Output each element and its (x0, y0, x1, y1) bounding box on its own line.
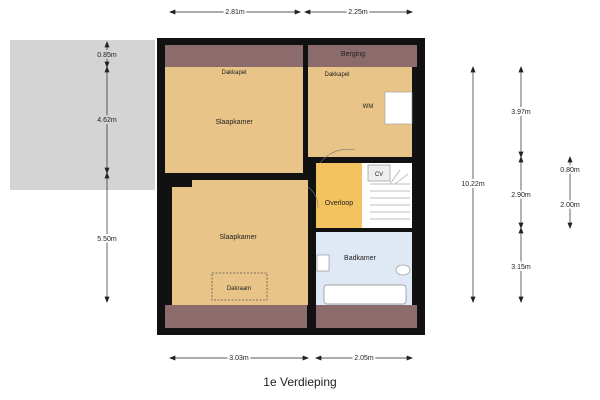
dim-bottom-right: 2.05m (354, 355, 374, 362)
dim-far-right-lower: 2.00m (560, 202, 580, 209)
dim-right-total: 10.22m (461, 181, 485, 188)
roof-slope-bottom-right (316, 305, 417, 328)
dim-right-seg3: 3.15m (511, 264, 531, 271)
dim-top-right: 2.25m (348, 9, 368, 16)
room-overloop (316, 163, 362, 228)
sink (317, 255, 329, 271)
dim-left-upper-small: 0.85m (97, 52, 117, 59)
dim-right-seg1: 3.97m (511, 109, 531, 116)
floor-caption: 1e Verdieping (263, 375, 337, 389)
label-overloop: Overloop (324, 200, 354, 207)
bathtub (324, 285, 406, 304)
dim-far-right-small: 0.80m (560, 167, 580, 174)
label-dakkapel-right: Dakkapel (324, 72, 350, 78)
roof-slope-top-left (165, 45, 303, 67)
wm-alcove (385, 92, 412, 124)
label-dakkapel-left: Dakkapel (221, 70, 247, 76)
dim-left-lower: 5.50m (97, 236, 117, 243)
adjacent-building (10, 40, 155, 190)
label-wm: WM (362, 104, 374, 110)
roof-slope-bottom-left (165, 305, 307, 328)
dim-right-seg2: 2.90m (511, 192, 531, 199)
dim-left-upper: 4.62m (97, 117, 117, 124)
label-dakraam: Dakraam (226, 286, 252, 292)
label-berging: Berging (340, 51, 366, 58)
label-slaapkamer-top: Slaapkamer (215, 119, 253, 126)
label-slaapkamer-bottom: Slaapkamer (219, 234, 257, 241)
dim-bottom-left: 3.03m (229, 355, 249, 362)
label-badkamer: Badkamer (344, 255, 376, 262)
label-cv: CV (374, 172, 384, 178)
corner-notch (165, 173, 192, 187)
dim-top-left: 2.81m (225, 9, 245, 16)
toilet (396, 265, 410, 275)
